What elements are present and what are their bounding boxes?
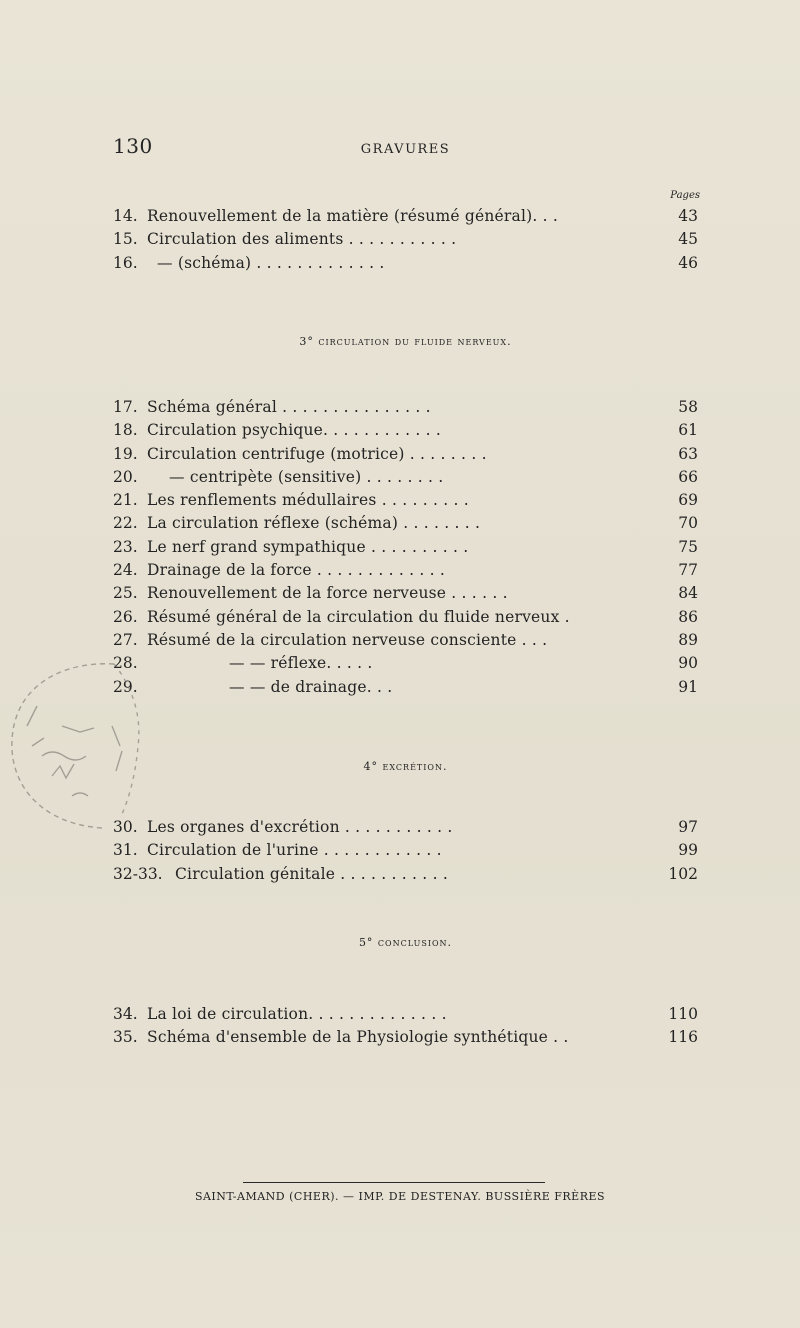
toc-section-excretion-entries xyxy=(113,816,698,886)
entry-text: Schéma d'ensemble de la Physiologie synthétique . . xyxy=(147,1028,569,1047)
toc-entry xyxy=(113,489,698,512)
entry-number: 31. xyxy=(113,841,138,860)
toc-entry xyxy=(113,629,698,652)
toc-section-fluide-nerveux xyxy=(113,331,698,353)
toc-entry xyxy=(113,512,698,535)
toc-entry xyxy=(113,536,698,559)
toc-entry xyxy=(113,676,698,699)
toc-section-conclusion-entries xyxy=(113,1003,698,1050)
toc-entry xyxy=(113,443,698,466)
entry-text: — (schéma) . . . . . . . . . . . . . xyxy=(157,253,385,272)
section-title: 4° excrétion. xyxy=(363,760,448,773)
entry-text: Circulation psychique. . . . . . . . . . . . xyxy=(147,421,441,440)
section-title: 3° circulation du fluide nerveux. xyxy=(299,335,512,348)
toc-entry xyxy=(113,228,698,251)
entry-number: 19. xyxy=(113,444,138,463)
entry-page: 70 xyxy=(678,514,698,533)
entry-number: 20. xyxy=(113,467,138,486)
entry-page: 110 xyxy=(668,1005,698,1023)
entry-text: Les renflements médullaires . . . . . . . . . xyxy=(147,491,469,510)
running-title: GRAVURES xyxy=(360,142,451,157)
entry-text: — centripète (sensitive) . . . . . . . . xyxy=(169,467,444,486)
toc-entry xyxy=(113,205,698,228)
entry-number: 21. xyxy=(113,491,138,510)
footer-rule xyxy=(243,1182,545,1183)
toc-entry xyxy=(113,419,698,442)
entry-page: 46 xyxy=(678,253,698,272)
entry-text: Drainage de la force . . . . . . . . . . . . . xyxy=(147,561,446,580)
entry-number: 32-33. xyxy=(113,864,163,883)
entry-page: 45 xyxy=(678,230,698,249)
entry-text: La circulation réflexe (schéma) . . . . . . . . xyxy=(147,514,481,533)
entry-page: 77 xyxy=(678,561,698,580)
entry-text: — — de drainage. . . xyxy=(229,677,393,696)
entry-page: 66 xyxy=(678,467,698,486)
entry-page: 91 xyxy=(678,677,698,696)
toc-entry xyxy=(113,816,698,839)
toc-entry xyxy=(113,466,698,489)
entry-number: 35. xyxy=(113,1028,138,1047)
library-stamp-graphic xyxy=(2,656,152,836)
library-stamp xyxy=(2,656,152,836)
toc-entry xyxy=(113,652,698,675)
entry-page: 90 xyxy=(678,654,698,673)
entry-page: 89 xyxy=(678,630,698,649)
entry-number: 30. xyxy=(113,818,138,836)
toc-entry xyxy=(113,582,698,605)
entry-page: 116 xyxy=(668,1028,698,1047)
entry-number: 14. xyxy=(113,207,138,225)
entry-page: 63 xyxy=(678,444,698,463)
toc-section-excretion xyxy=(113,756,698,778)
toc-entry xyxy=(113,606,698,629)
toc-entry xyxy=(113,839,698,862)
entry-number: 15. xyxy=(113,230,138,249)
printer-imprint: SAINT-AMAND (CHER). — IMP. DE DESTENAY. BUSSIÈRE FRÈRES xyxy=(194,1190,606,1203)
entry-text: — — réflexe. . . . . xyxy=(229,654,373,673)
toc-entry xyxy=(113,396,698,419)
section-title: 5° conclusion. xyxy=(358,936,453,949)
entry-page: 58 xyxy=(678,398,698,416)
entry-text: Les organes d'excrétion . . . . . . . . . . . xyxy=(147,818,453,836)
entry-number: 26. xyxy=(113,607,138,626)
entry-page: 86 xyxy=(678,607,698,626)
entry-text: Circulation génitale . . . . . . . . . . . xyxy=(175,864,448,883)
entry-text: La loi de circulation. . . . . . . . . . . . . . xyxy=(147,1005,447,1023)
toc-entry xyxy=(113,1003,698,1026)
pages-column-label: Pages xyxy=(670,190,700,201)
entry-number: 16. xyxy=(113,253,138,272)
entry-number: 34. xyxy=(113,1005,138,1023)
entry-page: 99 xyxy=(678,841,698,860)
toc-entry xyxy=(113,559,698,582)
entry-number: 17. xyxy=(113,398,138,416)
entry-number: 23. xyxy=(113,537,138,556)
toc-entry xyxy=(113,252,698,275)
page-header xyxy=(113,134,698,164)
entry-text: Renouvellement de la force nerveuse . . . . . . xyxy=(147,584,508,603)
toc-section-conclusion xyxy=(113,932,698,954)
toc-section-renouvellement xyxy=(113,205,698,275)
entry-number: 18. xyxy=(113,421,138,440)
entry-number: 27. xyxy=(113,630,138,649)
toc-section-fluide-nerveux-entries xyxy=(113,396,698,699)
entry-page: 102 xyxy=(668,864,698,883)
entry-page: 61 xyxy=(678,421,698,440)
entry-page: 43 xyxy=(678,207,698,225)
entry-text: Schéma général . . . . . . . . . . . . . . . xyxy=(147,398,431,416)
entry-number: 24. xyxy=(113,561,138,580)
entry-page: 75 xyxy=(678,537,698,556)
entry-text: Résumé de la circulation nerveuse consciente . . . xyxy=(147,630,548,649)
entry-text: Renouvellement de la matière (résumé général). . . xyxy=(147,207,559,225)
page-number: 130 xyxy=(113,134,153,158)
entry-number: 22. xyxy=(113,514,138,533)
entry-number: 28. xyxy=(113,654,138,673)
entry-text: Résumé général de la circulation du fluide nerveux . xyxy=(147,607,570,626)
entry-page: 97 xyxy=(678,818,698,836)
entry-text: Le nerf grand sympathique . . . . . . . . . . xyxy=(147,537,469,556)
entry-number: 25. xyxy=(113,584,138,603)
entry-page: 84 xyxy=(678,584,698,603)
toc-entry xyxy=(113,863,698,886)
entry-text: Circulation de l'urine . . . . . . . . . . . . xyxy=(147,841,442,860)
entry-text: Circulation centrifuge (motrice) . . . . . . . . xyxy=(147,444,487,463)
toc-entry xyxy=(113,1026,698,1049)
entry-page: 69 xyxy=(678,491,698,510)
entry-text: Circulation des aliments . . . . . . . . . . . xyxy=(147,230,457,249)
entry-number: 29. xyxy=(113,677,138,696)
